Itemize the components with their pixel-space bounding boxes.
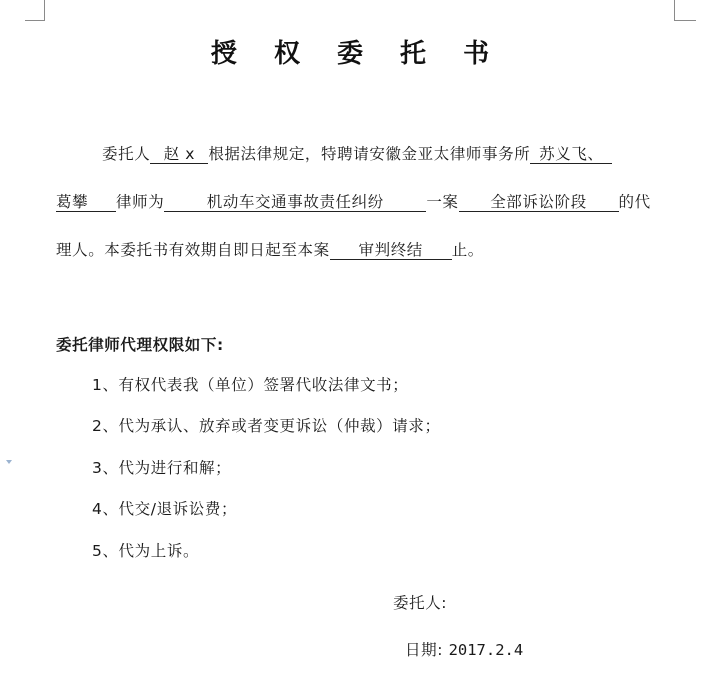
power-item-5: 5、代为上诉。 [92, 542, 200, 560]
power-item-4: 4、代交/退诉讼费； [92, 500, 238, 518]
litigation-stage-field: 全部诉讼阶段 [459, 193, 619, 212]
lawyer-name-field: 苏义飞、 [530, 145, 612, 164]
text-mid: 律师为 [116, 193, 165, 211]
power-item-2: 2、代为承认、放弃或者变更诉讼（仲裁）请求； [92, 417, 441, 435]
text-prefix: 委托人 [102, 145, 151, 163]
paragraph-line-1 [102, 142, 612, 164]
date-value: 2017.2.4 [448, 641, 524, 659]
paragraph-line-3 [56, 238, 484, 260]
text-prefix: 理人。本委托书有效期自即日起至本案 [56, 241, 330, 259]
date-label: 日期: [405, 641, 444, 659]
text-suffix: 止。 [451, 241, 484, 259]
document-title: 授 权 委 托 书 [210, 39, 504, 69]
lawyer-name-field: 葛攀 [56, 193, 116, 212]
powers-heading: 委托律师代理权限如下: [56, 336, 224, 354]
principal-name-field: 赵 x [150, 145, 208, 164]
date-line [405, 638, 523, 660]
power-item-1: 1、有权代表我（单位）签署代收法律文书； [92, 376, 409, 394]
signature-label: 委托人: [393, 594, 448, 612]
paragraph-line-2 [56, 190, 651, 212]
validity-end-field: 审判终结 [330, 241, 452, 260]
crop-mark-top-right [674, 20, 696, 21]
crop-mark-top-left [25, 20, 45, 21]
power-item-3: 3、代为进行和解； [92, 459, 232, 477]
crop-mark-top-right [674, 0, 675, 20]
text-suffix: 的代 [618, 193, 651, 211]
case-type-field: 机动车交通事故责任纠纷 [164, 193, 426, 212]
paragraph-marker-icon [6, 460, 12, 464]
text-mid: 根据法律规定，特聘请安徽金亚太律师事务所 [208, 145, 531, 163]
crop-mark-top-left [44, 0, 45, 20]
text-mid: 一案 [426, 193, 459, 211]
